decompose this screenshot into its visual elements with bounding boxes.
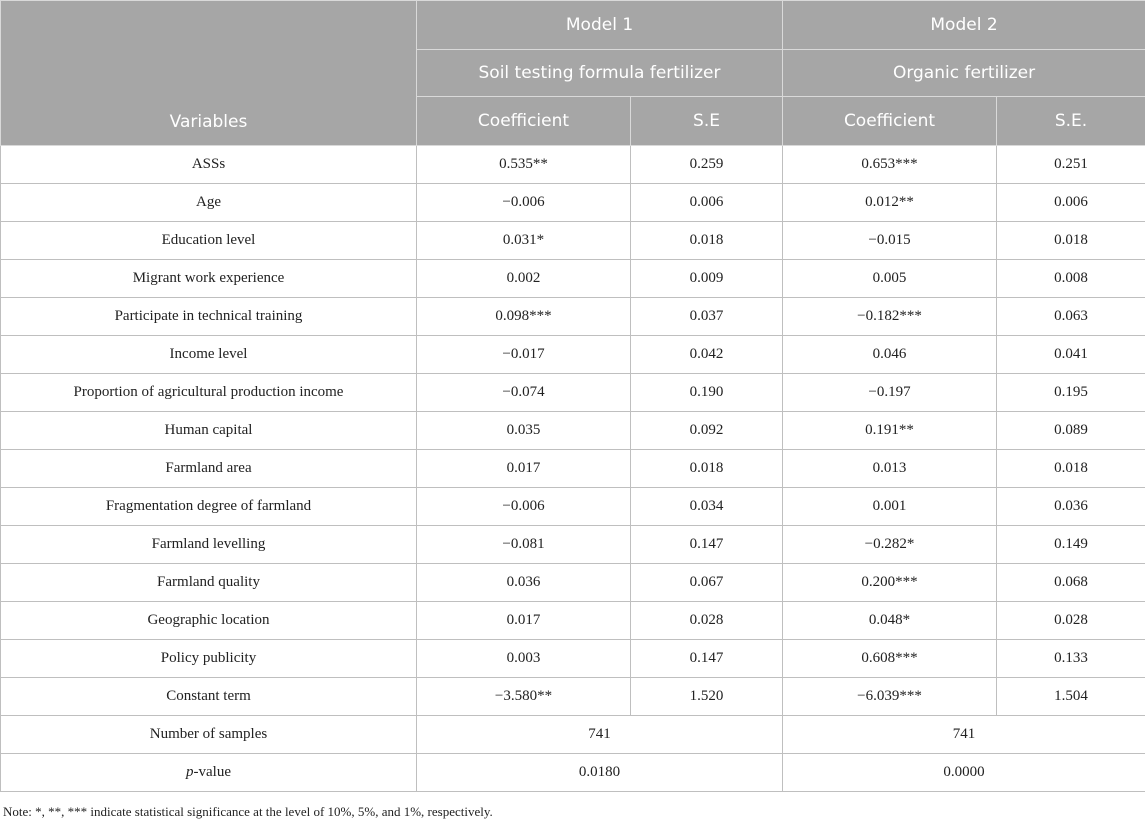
variable-name: Policy publicity (1, 640, 417, 678)
model1-se: 0.009 (631, 260, 783, 298)
table-row (1, 374, 1145, 412)
model1-outcome-header: Soil testing formula fertilizer (417, 50, 783, 97)
model1-coefficient: 0.535** (417, 146, 631, 184)
model2-se: 0.195 (997, 374, 1145, 412)
model2-coefficient: 0.005 (783, 260, 997, 298)
model2-samples: 741 (783, 716, 1145, 754)
table-row (1, 488, 1145, 526)
variable-name: Proportion of agricultural production income (1, 374, 417, 412)
model2-coefficient: −0.182*** (783, 298, 997, 336)
variables-header: Variables (1, 1, 417, 146)
table-row (1, 678, 1145, 716)
variable-name: Geographic location (1, 602, 417, 640)
table-row (1, 336, 1145, 374)
model2-se: 0.028 (997, 602, 1145, 640)
header-row-models (1, 1, 1145, 50)
model1-se: 0.034 (631, 488, 783, 526)
model2-se: 0.018 (997, 450, 1145, 488)
model2-coefficient: −0.197 (783, 374, 997, 412)
model1-coefficient: −0.017 (417, 336, 631, 374)
model1-se: 1.520 (631, 678, 783, 716)
pvalue-label-italic: p (186, 764, 194, 780)
model2-coef-header: Coefficient (783, 97, 997, 146)
model2-coefficient: 0.048* (783, 602, 997, 640)
model2-coefficient: −0.015 (783, 222, 997, 260)
model1-se: 0.018 (631, 222, 783, 260)
model2-se-header: S.E. (997, 97, 1145, 146)
model1-coefficient: −0.006 (417, 488, 631, 526)
model2-se: 0.006 (997, 184, 1145, 222)
model2-se: 0.041 (997, 336, 1145, 374)
model1-se: 0.042 (631, 336, 783, 374)
variable-name: Farmland quality (1, 564, 417, 602)
model1-coefficient: −0.074 (417, 374, 631, 412)
model1-se: 0.092 (631, 412, 783, 450)
model2-se: 0.068 (997, 564, 1145, 602)
samples-row (1, 716, 1145, 754)
model1-coefficient: 0.098*** (417, 298, 631, 336)
table-row (1, 298, 1145, 336)
variable-name: Migrant work experience (1, 260, 417, 298)
table-note: Note: *, **, *** indicate statistical significance at the level of 10%, 5%, and 1%, respectively. (3, 804, 493, 819)
pvalue-label-rest: -value (193, 764, 231, 780)
pvalue-row (1, 754, 1145, 792)
model2-header: Model 2 (783, 1, 1145, 50)
table-row (1, 260, 1145, 298)
table-row (1, 412, 1145, 450)
table-header (1, 1, 1145, 146)
model2-se: 0.008 (997, 260, 1145, 298)
model2-se: 0.133 (997, 640, 1145, 678)
model1-header: Model 1 (417, 1, 783, 50)
model1-samples: 741 (417, 716, 783, 754)
model2-coefficient: 0.012** (783, 184, 997, 222)
variable-name: Participate in technical training (1, 298, 417, 336)
table-row (1, 564, 1145, 602)
model1-coefficient: −0.081 (417, 526, 631, 564)
variable-name: Age (1, 184, 417, 222)
model2-coefficient: 0.653*** (783, 146, 997, 184)
table-row (1, 526, 1145, 564)
model1-se: 0.006 (631, 184, 783, 222)
model1-coefficient: 0.017 (417, 602, 631, 640)
table-row (1, 184, 1145, 222)
variable-name: Farmland area (1, 450, 417, 488)
pvalue-label (1, 754, 417, 792)
table-row (1, 146, 1145, 184)
model1-coefficient: 0.036 (417, 564, 631, 602)
table-body (1, 146, 1145, 792)
model1-coefficient: −3.580** (417, 678, 631, 716)
model2-pvalue: 0.0000 (783, 754, 1145, 792)
table-row (1, 222, 1145, 260)
model2-coefficient: 0.001 (783, 488, 997, 526)
model1-se: 0.147 (631, 526, 783, 564)
model1-se: 0.147 (631, 640, 783, 678)
model1-se-header: S.E (631, 97, 783, 146)
table-row (1, 450, 1145, 488)
model2-coefficient: 0.013 (783, 450, 997, 488)
model2-se: 0.149 (997, 526, 1145, 564)
model1-coef-header: Coefficient (417, 97, 631, 146)
model2-coefficient: 0.200*** (783, 564, 997, 602)
model1-coefficient: 0.031* (417, 222, 631, 260)
variable-name: Fragmentation degree of farmland (1, 488, 417, 526)
model2-se: 0.089 (997, 412, 1145, 450)
variable-name: Constant term (1, 678, 417, 716)
model2-coefficient: −6.039*** (783, 678, 997, 716)
table-row (1, 640, 1145, 678)
model1-se: 0.190 (631, 374, 783, 412)
model2-outcome-header: Organic fertilizer (783, 50, 1145, 97)
model2-se: 0.036 (997, 488, 1145, 526)
model1-coefficient: −0.006 (417, 184, 631, 222)
model1-coefficient: 0.002 (417, 260, 631, 298)
model2-se: 0.251 (997, 146, 1145, 184)
model2-coefficient: 0.608*** (783, 640, 997, 678)
model1-coefficient: 0.017 (417, 450, 631, 488)
variable-name: ASSs (1, 146, 417, 184)
model2-coefficient: 0.191** (783, 412, 997, 450)
samples-label: Number of samples (1, 716, 417, 754)
model1-se: 0.028 (631, 602, 783, 640)
model2-se: 0.063 (997, 298, 1145, 336)
model1-coefficient: 0.003 (417, 640, 631, 678)
variable-name: Education level (1, 222, 417, 260)
variable-name: Human capital (1, 412, 417, 450)
variable-name: Income level (1, 336, 417, 374)
model1-se: 0.259 (631, 146, 783, 184)
model1-se: 0.067 (631, 564, 783, 602)
model1-coefficient: 0.035 (417, 412, 631, 450)
model2-se: 0.018 (997, 222, 1145, 260)
model1-se: 0.037 (631, 298, 783, 336)
model1-se: 0.018 (631, 450, 783, 488)
model1-pvalue: 0.0180 (417, 754, 783, 792)
model2-coefficient: 0.046 (783, 336, 997, 374)
model2-se: 1.504 (997, 678, 1145, 716)
variable-name: Farmland levelling (1, 526, 417, 564)
model2-coefficient: −0.282* (783, 526, 997, 564)
table-row (1, 602, 1145, 640)
